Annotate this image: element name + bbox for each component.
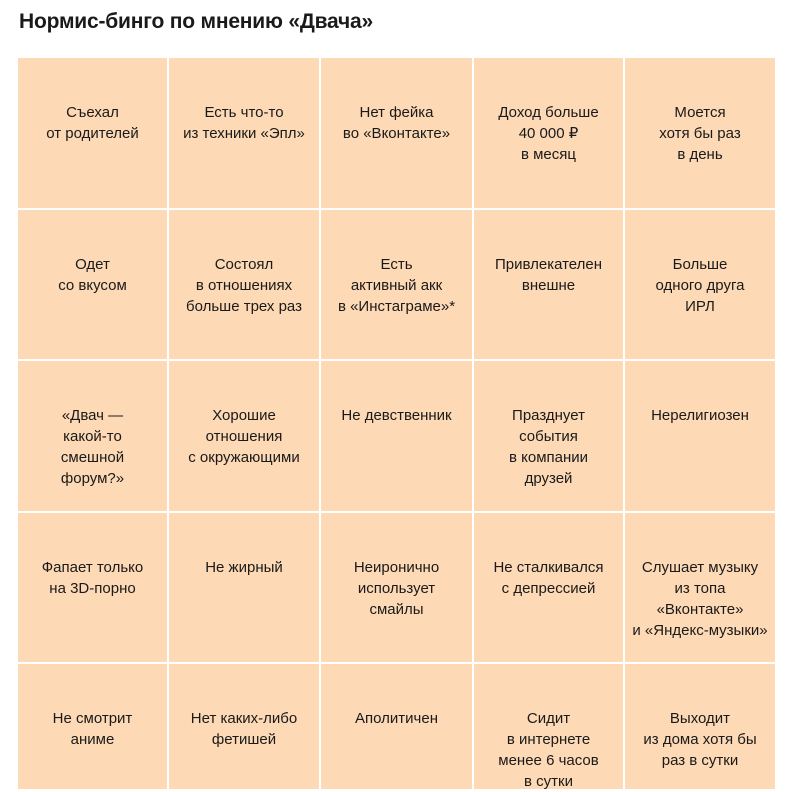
bingo-cell: Есть активный акк в «Инстаграме»*	[321, 210, 472, 359]
bingo-cell: Слушает музыку из топа «Вконтакте» и «Яндекс-музыки»	[625, 513, 775, 662]
bingo-cell: Съехал от родителей	[18, 58, 167, 208]
bingo-cell: Не девственник	[321, 361, 472, 511]
bingo-cell: Нет каких-либо фетишей	[169, 664, 319, 789]
bingo-cell: Неиронично использует смайлы	[321, 513, 472, 662]
bingo-cell: Привлекателен внешне	[474, 210, 623, 359]
bingo-cell: Больше одного друга ИРЛ	[625, 210, 775, 359]
bingo-cell: Выходит из дома хотя бы раз в сутки	[625, 664, 775, 789]
bingo-cell: Доход больше 40 000 ₽ в месяц	[474, 58, 623, 208]
bingo-cell: Состоял в отношениях больше трех раз	[169, 210, 319, 359]
bingo-cell: Моется хотя бы раз в день	[625, 58, 775, 208]
bingo-cell: «Двач — какой-то смешной форум?»	[18, 361, 167, 511]
bingo-cell: Нерелигиозен	[625, 361, 775, 511]
bingo-cell: Не смотрит аниме	[18, 664, 167, 789]
bingo-cell: Не жирный	[169, 513, 319, 662]
bingo-cell: Не сталкивался с депрессией	[474, 513, 623, 662]
bingo-cell: Хорошие отношения с окружающими	[169, 361, 319, 511]
bingo-cell: Есть что-то из техники «Эпл»	[169, 58, 319, 208]
bingo-cell: Нет фейка во «Вконтакте»	[321, 58, 472, 208]
bingo-cell: Одет со вкусом	[18, 210, 167, 359]
bingo-cell: Фапает только на 3D-порно	[18, 513, 167, 662]
bingo-cell: Аполитичен	[321, 664, 472, 789]
page-title: Нормис-бинго по мнению «Двача»	[19, 10, 373, 33]
bingo-cell: Сидит в интернете менее 6 часов в сутки	[474, 664, 623, 789]
bingo-grid	[18, 58, 773, 790]
bingo-cell: Празднует события в компании друзей	[474, 361, 623, 511]
